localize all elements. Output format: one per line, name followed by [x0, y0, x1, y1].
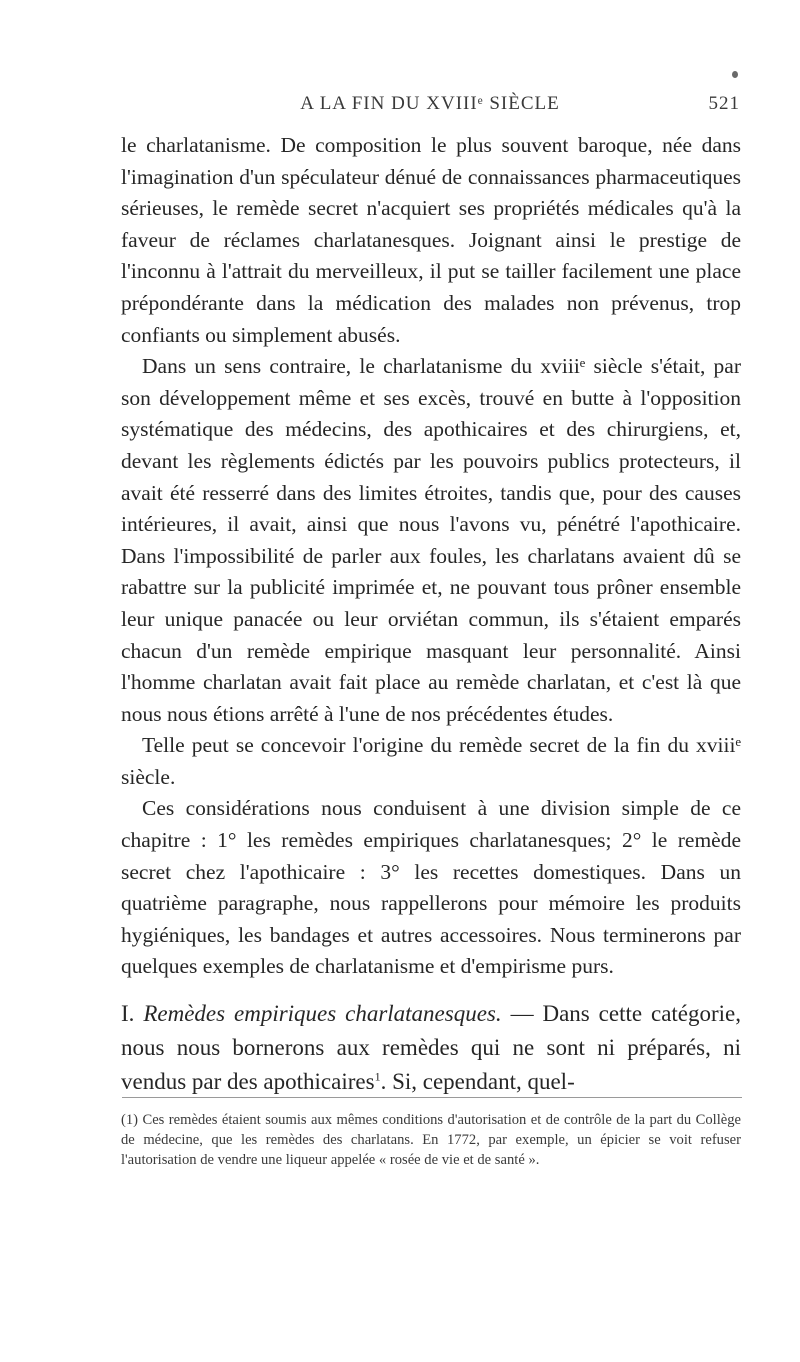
running-header	[120, 93, 740, 123]
paragraph-2: Dans un sens contraire, le charlatanisme du xviiiᵉ siècle s'était, par son développement même et ses excès, trouvé en butte à l'opposition systématique des médecins, des apothicaires et des chirurgiens, et, devant les règlements édictés par les pouvoirs publics protecteurs, il avait été resserré dans des limites étroites, tandis que, pour des causes intérieures, il avait, ainsi que nous l'avons vu, pénétré l'apothicaire. Dans l'impossibilité de parler aux foules, les charlatans avaient dû se rabattre sur la publicité imprimée et, ne pouvant tous prôner ensemble leur unique panacée ou leur orviétan commun, ils s'étaient emparés chacun d'un remède empirique masquant leur personnalité. Ainsi l'homme charlatan avait fait place au remède charlatan, et c'est là que nous nous étions arrêté à l'une de nos précédentes études.	[121, 354, 741, 726]
ink-dot	[732, 71, 738, 78]
footnote-divider	[122, 1097, 742, 1098]
section-one	[121, 997, 741, 1099]
main-text	[121, 130, 741, 1099]
section-text: — Dans cette catégorie, nous nous bornerons aux remèdes qui ne sont ni préparés, ni vendus par des apothicaires	[121, 1001, 742, 1095]
page-number: 521	[708, 93, 740, 114]
section-text-end: . Si, cependant, quel-	[380, 1069, 575, 1095]
paragraph-3: Telle peut se concevoir l'origine du remède secret de la fin du xviiiᵉ siècle.	[121, 733, 741, 789]
footnote	[121, 1110, 741, 1170]
paragraph-4: Ces considérations nous conduisent à une division simple de ce chapitre : 1° les remèdes empiriques charlatanesques; 2° le remède secret chez l'apothicaire : 3° les recettes domestiques. Dans un quatrième paragraphe, nous rappellerons pour mémoire les produits hygiéniques, les bandages et autres accessoires. Nous terminerons par quelques exemples de charlatanisme et d'empirisme purs.	[121, 796, 741, 979]
section-number: I.	[121, 1001, 135, 1027]
footnote-reference: 1	[374, 1069, 381, 1084]
running-title: A LA FIN DU XVIIIᵉ SIÈCLE	[300, 93, 560, 114]
section-heading: Remèdes empiriques charlatanesques.	[143, 1001, 502, 1027]
paragraph-1: le charlatanisme. De composition le plus souvent baroque, née dans l'imagination d'un spéculateur dénué de connaissances pharmaceutiques sérieuses, le remède secret n'acquiert ses propriétés médicales qu'à la faveur de réclames charlatanesques. Joignant ainsi le prestige de l'inconnu à l'attrait du merveilleux, il put se tailler facilement une place prépondérante dans la médication des malades non prévenus, trop confiants ou simplement abusés.	[121, 133, 741, 347]
footnote-text: (1) Ces remèdes étaient soumis aux mêmes conditions d'autorisation et de contrôle de la part du Collège de médecine, que les remèdes des charlatans. En 1772, par exemple, un épicier se voit refuser l'autorisation de vendre une liqueur appelée « rosée de vie et de santé ».	[121, 1112, 741, 1168]
